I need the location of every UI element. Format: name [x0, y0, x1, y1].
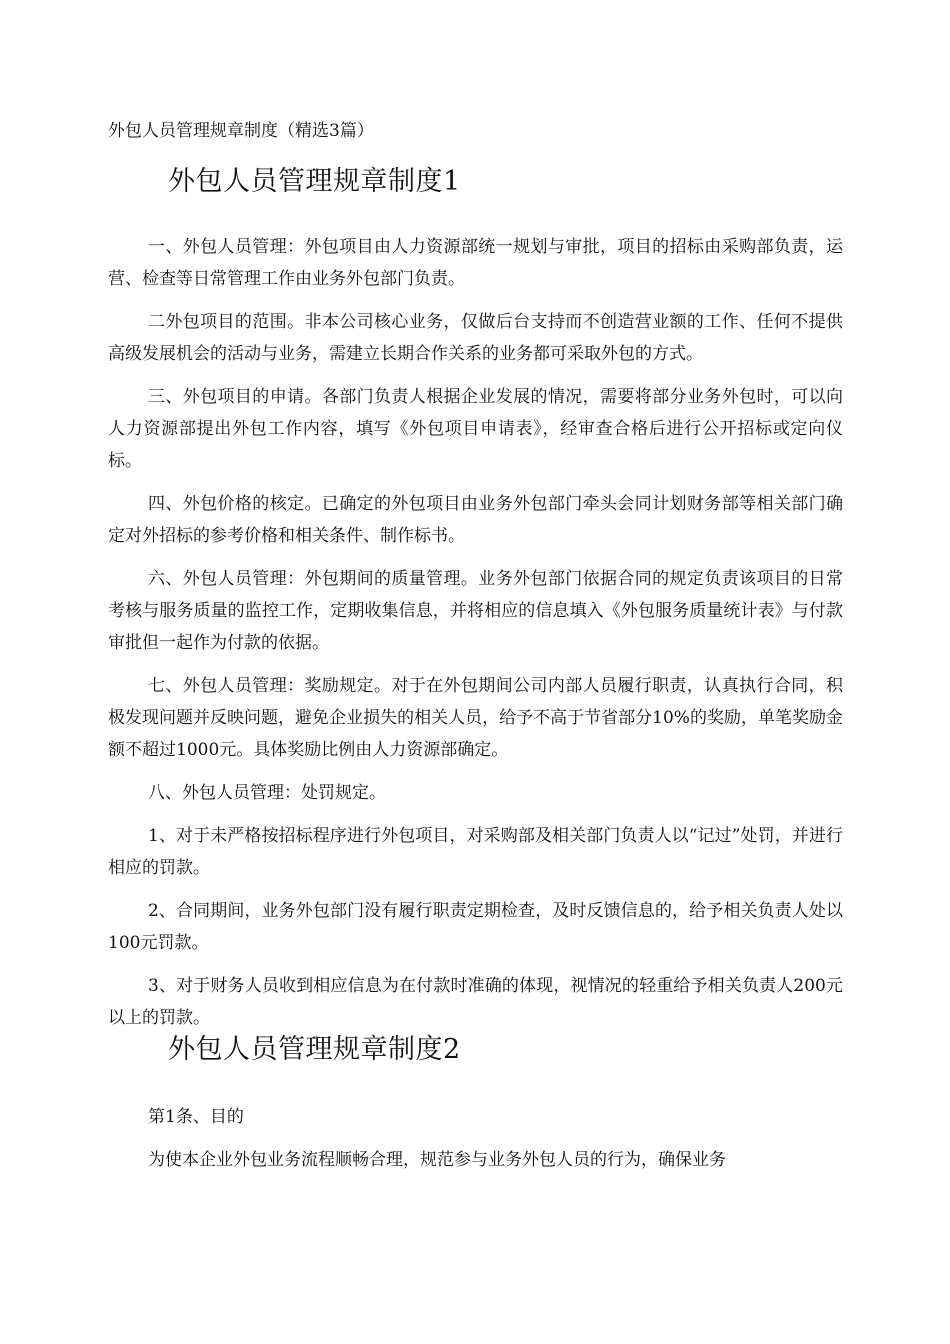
- section-2-body: [108, 1101, 843, 1187]
- paragraph: 八、外包人员管理：处罚规定。: [148, 783, 386, 803]
- section-1-body: [108, 231, 843, 1045]
- section-heading-1: 外包人员管理规章制度1: [168, 166, 461, 197]
- paragraph: 为使本企业外包业务流程顺畅合理，规范参与业务外包人员的行为，确保业务: [148, 1150, 726, 1170]
- paragraph: 三、外包项目的申请。各部门负责人根据企业发展的情况，需要将部分业务外包时，可以向人力资源部提出外包工作内容，填写《外包项目申请表》，经审查合格后进行公开招标或定向仪标。: [108, 387, 843, 471]
- paragraph: 2、合同期间，业务外包部门没有履行职责定期检查，及时反馈信息的，给予相关负责人处以100元罚款。: [108, 901, 843, 953]
- paragraph: 二外包项目的范围。非本公司核心业务，仅做后台支持而不创造营业额的工作、任何不提供高级发展机会的活动与业务，需建立长期合作关系的业务都可采取外包的方式。: [108, 312, 843, 364]
- section-heading-2: 外包人员管理规章制度2: [168, 1034, 461, 1065]
- paragraph: 四、外包价格的核定。已确定的外包项目由业务外包部门牵头会同计划财务部等相关部门确定对外招标的参考价格和相关条件、制作标书。: [108, 494, 843, 546]
- paragraph: 第1条、目的: [148, 1107, 244, 1127]
- document-title: 外包人员管理规章制度（精选3篇）: [108, 121, 374, 141]
- paragraph: 七、外包人员管理：奖励规定。对于在外包期间公司内部人员履行职责，认真执行合同，积极发现问题并反映问题，避免企业损失的相关人员，给予不高于节省部分10%的奖励，单笔奖励金额不超过1000元。具体奖励比例由人力资源部确定。: [108, 676, 843, 760]
- paragraph: 1、对于未严格按招标程序进行外包项目，对采购部及相关部门负责人以“记过”处罚，并进行相应的罚款。: [108, 826, 843, 878]
- paragraph: 六、外包人员管理：外包期间的质量管理。业务外包部门依据合同的规定负责该项目的日常考核与服务质量的监控工作，定期收集信息，并将相应的信息填入《外包服务质量统计表》与付款审批但一起作为付款的依据。: [108, 569, 843, 653]
- paragraph: 一、外包人员管理：外包项目由人力资源部统一规划与审批，项目的招标由采购部负责，运营、检查等日常管理工作由业务外包部门负责。: [108, 237, 843, 289]
- paragraph: 3、对于财务人员收到相应信息为在付款时准确的体现，视情况的轻重给予相关负责人200元以上的罚款。: [108, 976, 843, 1028]
